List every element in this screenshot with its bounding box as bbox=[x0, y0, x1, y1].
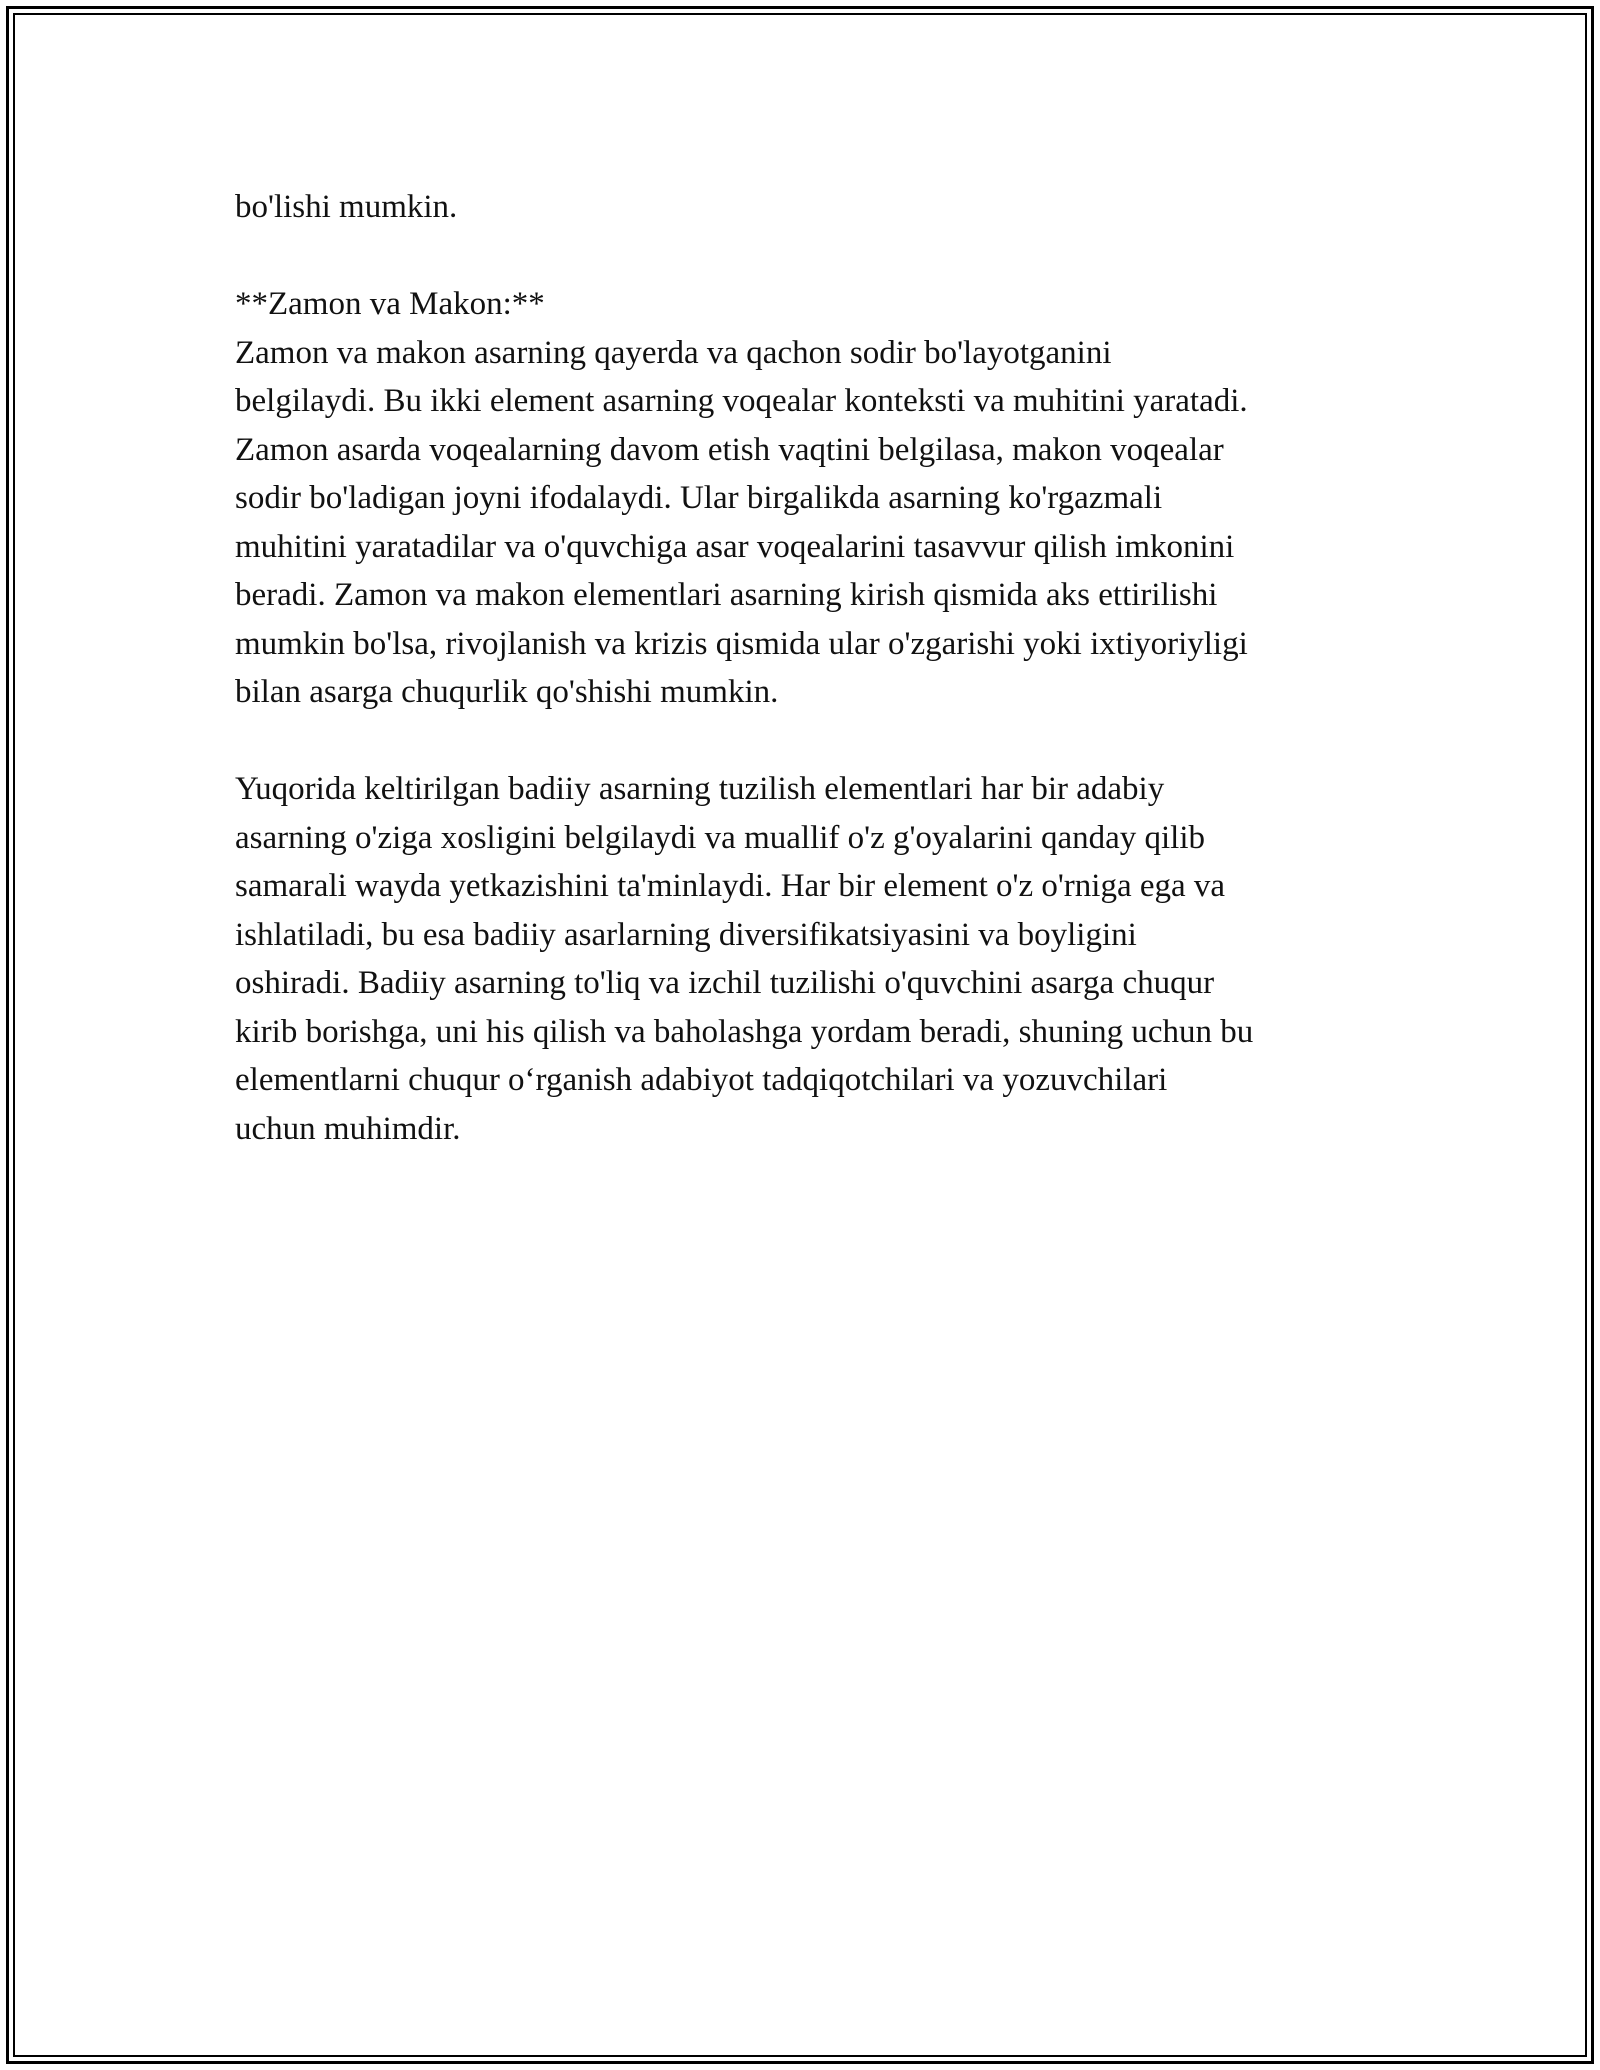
text-line: samarali wayda yetkazishini ta'minlaydi. Har bir element o'z o'rniga ega va bbox=[235, 868, 1226, 904]
text-line: Yuqorida keltirilgan badiiy asarning tuzilish elementlari har bir adabiy bbox=[235, 771, 1165, 807]
text-line: oshiradi. Badiiy asarning to'liq va izchil tuzilishi o'quvchini asarga chuqur bbox=[235, 965, 1215, 1001]
text-line: elementlarni chuqur o‘rganish adabiyot tadqiqotchilari va yozuvchilari bbox=[235, 1062, 1168, 1098]
text-line: muhitini yaratadilar va o'quvchiga asar voqealarini tasavvur qilish imkonini bbox=[235, 528, 1235, 565]
text-line: beradi. Zamon va makon elementlari asarning kirish qismida aks ettirilishi bbox=[235, 577, 1218, 613]
paragraph-gap bbox=[235, 717, 1375, 766]
section-heading bbox=[235, 280, 1375, 329]
text-line: kirib borishga, uni his qilish va baholashga yordam beradi, shuning uchun bu bbox=[235, 1013, 1254, 1050]
text-line: Zamon va makon asarning qayerda va qachon sodir bo'layotganini bbox=[235, 334, 1112, 371]
paragraph-conclusion bbox=[235, 765, 1375, 1153]
paragraph-intro bbox=[235, 183, 1375, 232]
text-line: bilan asarga chuqurlik qo'shishi mumkin. bbox=[235, 674, 779, 710]
text-line: belgilaydi. Bu ikki element asarning voqealar konteksti va muhitini yaratadi. bbox=[235, 383, 1248, 419]
text-line: bo'lishi mumkin. bbox=[235, 189, 458, 225]
text-line: ishlatiladi, bu esa badiiy asarlarning diversifikatsiyasini va boyligini bbox=[235, 916, 1137, 953]
text-line: mumkin bo'lsa, rivojlanish va krizis qismida ular o'zgarishi yoki ixtiyoriyligi bbox=[235, 625, 1248, 662]
document-body bbox=[235, 183, 1375, 1153]
text-line: Zamon asarda voqealarning davom etish vaqtini belgilasa, makon voqealar bbox=[235, 431, 1224, 468]
heading-text: **Zamon va Makon:** bbox=[235, 286, 545, 322]
text-line: asarning o'ziga xosligini belgilaydi va muallif o'z g'oyalarini qanday qilib bbox=[235, 819, 1206, 856]
paragraph-zamon-makon bbox=[235, 329, 1375, 717]
text-line: uchun muhimdir. bbox=[235, 1110, 461, 1147]
paragraph-gap bbox=[235, 232, 1375, 281]
text-line: sodir bo'ladigan joyni ifodalaydi. Ular birgalikda asarning ko'rgazmali bbox=[235, 480, 1163, 516]
